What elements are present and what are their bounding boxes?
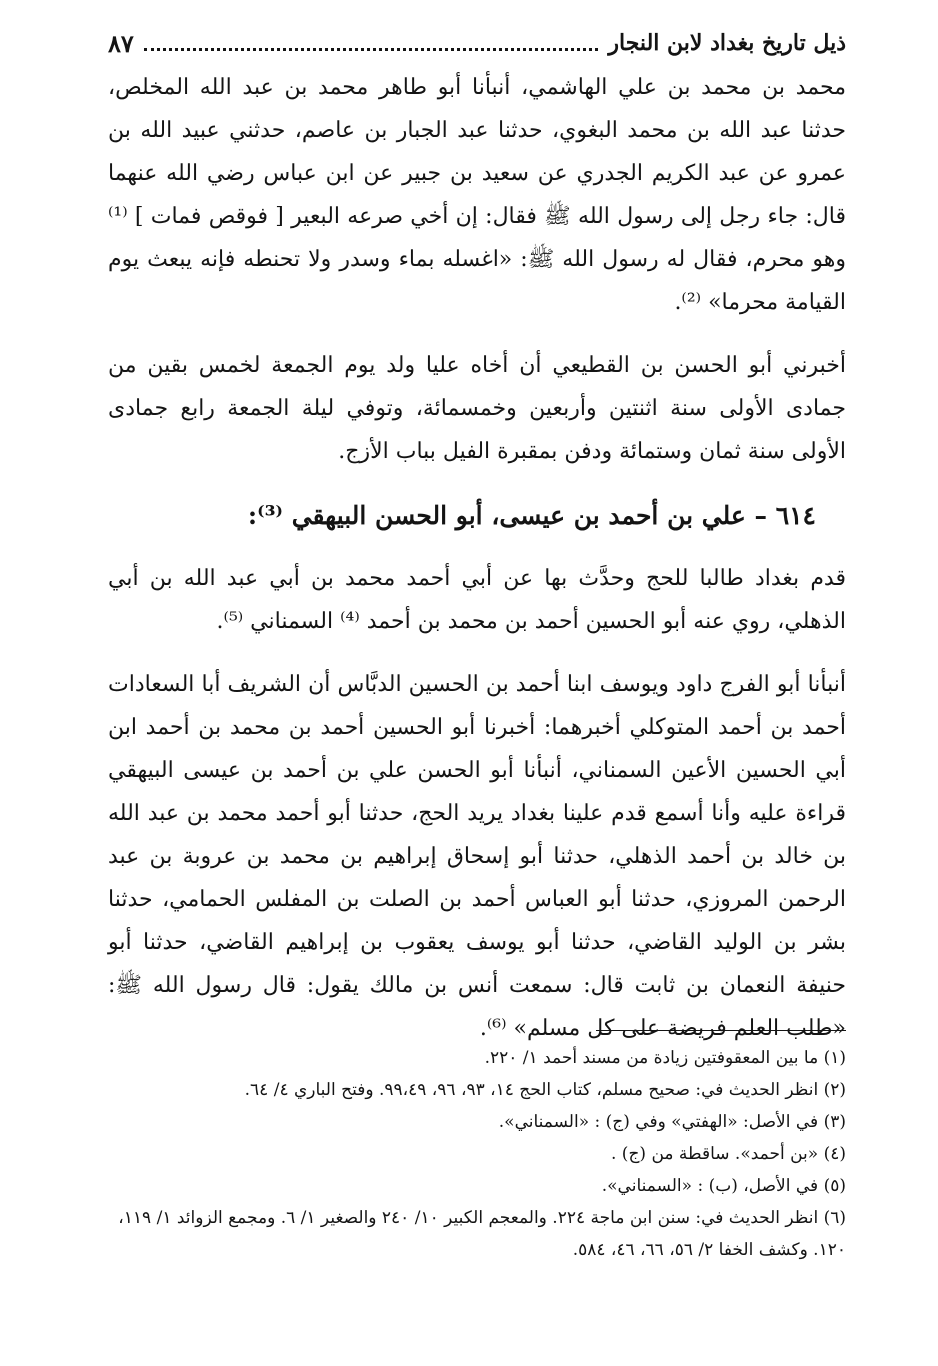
footnote-3: (٣) في الأصل: «الهفتي» وفي (ج) : «السمناني». [498,1112,846,1132]
running-title: ذيل تاريخ بغداد لابن النجار [608,30,846,56]
footnote-5: (٥) في الأصل، (ب) : «السمناني». [601,1176,846,1196]
paragraph-entry-intro: قدم بغداد طالبا للحج وحدَّث بها عن أبي أحمد محمد بن أبي عبد الله بن أبي الذهلي، روي عنه أبو الحسين أحمد بن محمد بن أحمد ⁽⁴⁾ السمناني ⁽⁵⁾. [108,566,846,634]
footnote-4: (٤) «بن أحمد». ساقطة من (ج) . [611,1144,846,1164]
header-leader-dots [144,48,599,51]
running-header [108,20,846,66]
footnote-2: (٢) انظر الحديث في: صحيح مسلم، كتاب الحج ١٤، ٩٣، ٩٦، ٩٩،٤٩. وفتح الباري ٤/ ٦٤. [244,1080,846,1100]
entry-heading: ٦١٤ – علي بن أحمد بن عيسى، أبو الحسن البيهقي ⁽³⁾: [247,501,816,530]
footnote-1: (١) ما بين المعقوفتين زيادة من مسند أحمد ١/ ٢٢٠. [484,1048,846,1068]
paragraph-biography: أخبرني أبو الحسن بن القطيعي أن أخاه عليا ولد يوم الجمعة لخمس بقين من جمادى الأولى سنة اثنتين وأربعين وخمسمائة، وتوفي ليلة الجمعة رابع جمادى الأولى سنة ثمان وستمائة ودفن بمقبرة الفيل بباب الأزج. [108,353,846,464]
footnotes [108,1042,846,1266]
footnote-separator [596,1030,846,1031]
page-number: ٨٧ [108,28,134,58]
footnote-6: (٦) انظر الحديث في: سنن ابن ماجة ٢٢٤. والمعجم الكبير ١٠/ ٢٤٠ والصغير ١/ ٦. ومجمع الزوائد ١/ ١١٩، ١٢٠. وكشف الخفا ٢/ ٥٦، ٦٦، ٤٦، ٥٨٤. [118,1208,846,1260]
paragraph-hadith-1: محمد بن محمد بن علي الهاشمي، أنبأنا أبو طاهر محمد بن عبد الله المخلص، حدثنا عبد الله بن محمد البغوي، حدثنا عبد الجبار بن عاصم، حدثني عبيد الله بن عمرو عن عبد الكريم الجدري عن سعيد بن جبير عن ابن عباس رضي الله عنهما قال: جاء رجل إلى رسول الله ﷺ فقال: إن أخي صرعه البعير [ فوقص فمات ] ⁽¹⁾ وهو محرم، فقال له رسول الله ﷺ: «اغسله بماء وسدر ولا تحنطه فإنه يبعث يوم القيامة محرما» ⁽²⁾. [108,75,846,315]
main-text [108,66,846,1070]
paragraph-isnad: أنبأنا أبو الفرج داود ويوسف ابنا أحمد بن الحسين الدبَّاس أن الشريف أبا السعادات أحمد بن أحمد المتوكلي أخبرهما: أخبرنا أبو الحسين أحمد بن محمد بن أحمد ابن أبي الحسين الأعين السمناني، أنبأنا أبو الحسن علي بن أحمد بن عيسى البيهقي قراءة عليه وأنا أسمع قدم علينا بغداد يريد الحج، حدثنا أبو أحمد محمد بن عبد الله بن خالد بن أحمد الذهلي، حدثنا أبو إسحاق إبراهيم بن محمد بن عروبة بن عبد الرحمن المروزي، حدثنا أبو العباس أحمد بن الصلت بن المفلس الحمامي، حدثنا بشر بن الوليد القاضي، حدثنا أبو يوسف يعقوب بن إبراهيم القاضي، حدثنا أبو حنيفة النعمان بن ثابت قال: سمعت أنس بن مالك يقول: قال رسول الله ﷺ: «طلب العلم فريضة على كل مسلم» ⁽⁶⁾. [108,672,846,1041]
